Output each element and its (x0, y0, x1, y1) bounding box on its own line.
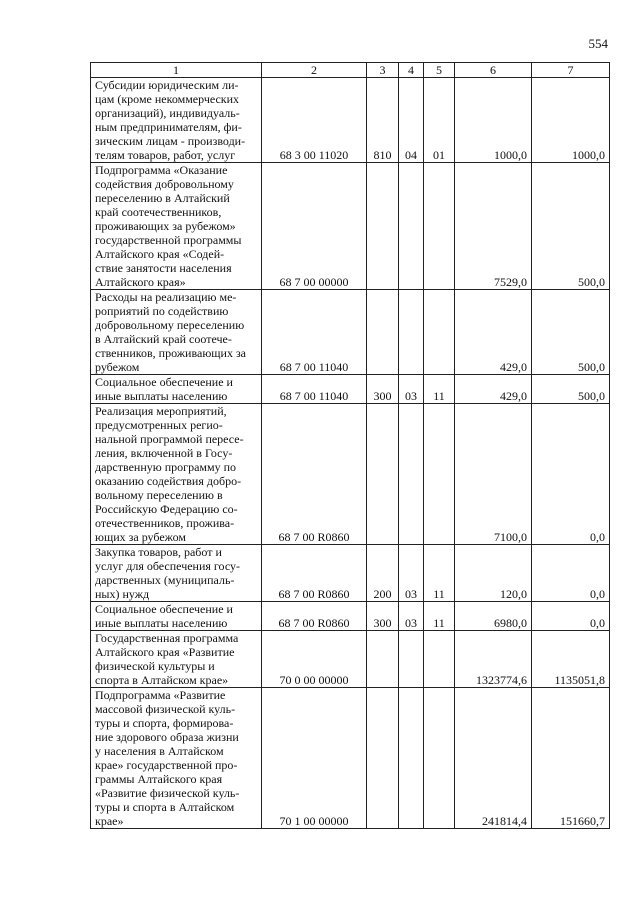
row-col7: 0,0 (532, 404, 610, 545)
row-col3 (367, 688, 399, 829)
table-row (91, 688, 610, 829)
row-col7: 500,0 (532, 375, 610, 404)
row-col6: 1000,0 (455, 78, 532, 163)
column-header: 5 (424, 63, 455, 78)
row-name: Социальное обеспечение и иные выплаты населению (91, 602, 262, 631)
budget-table (90, 62, 610, 829)
row-col5 (424, 404, 455, 545)
row-code: 68 7 00 R0860 (262, 602, 367, 631)
row-col6: 1323774,6 (455, 631, 532, 688)
row-col3 (367, 290, 399, 375)
row-col4: 03 (399, 545, 424, 602)
row-code: 68 7 00 11040 (262, 375, 367, 404)
row-col4: 04 (399, 78, 424, 163)
row-col7: 1000,0 (532, 78, 610, 163)
row-col7: 151660,7 (532, 688, 610, 829)
table-row (91, 163, 610, 290)
table-row (91, 290, 610, 375)
row-name: Социальное обеспечение и иные выплаты населению (91, 375, 262, 404)
table-row (91, 375, 610, 404)
row-col3 (367, 163, 399, 290)
row-code: 70 0 00 00000 (262, 631, 367, 688)
row-col5 (424, 290, 455, 375)
row-name: Расходы на реализацию ме- роприятий по содействию добровольному переселению в Алтайский край соотече- ственников, проживающих за рубежом (91, 290, 262, 375)
row-name: Субсидии юридическим ли- цам (кроме некоммерческих организаций), индивидуаль- ным предпринимателям, фи- зическим лицам - производи- телям товаров, работ, услуг (91, 78, 262, 163)
row-col4 (399, 163, 424, 290)
row-col3: 300 (367, 602, 399, 631)
row-col6: 7100,0 (455, 404, 532, 545)
column-header: 3 (367, 63, 399, 78)
row-col4: 03 (399, 602, 424, 631)
row-col6: 7529,0 (455, 163, 532, 290)
row-code: 70 1 00 00000 (262, 688, 367, 829)
row-col7: 0,0 (532, 545, 610, 602)
row-col6: 120,0 (455, 545, 532, 602)
row-code: 68 7 00 11040 (262, 290, 367, 375)
row-code: 68 7 00 00000 (262, 163, 367, 290)
table-header-row (91, 63, 610, 78)
row-col5 (424, 631, 455, 688)
row-col5: 11 (424, 545, 455, 602)
row-name: Реализация мероприятий, предусмотренных регио- нальной программой пересе- ления, включенной в Госу- дарственную программу по оказанию содействия добро- вольному переселению в Российскую Федерацию со- отечественников, прожива- ющих за рубежом (91, 404, 262, 545)
table-row (91, 602, 610, 631)
row-col6: 429,0 (455, 290, 532, 375)
row-name: Подпрограмма «Оказание содействия добровольному переселению в Алтайский край соотечественников, проживающих за рубежом» государственной программы Алтайского края «Содей- ствие занятости населения Алтайского края» (91, 163, 262, 290)
table-row (91, 545, 610, 602)
row-col7: 500,0 (532, 163, 610, 290)
row-name: Государственная программа Алтайского края «Развитие физической культуры и спорта в Алтайском крае» (91, 631, 262, 688)
row-col3 (367, 404, 399, 545)
table-row (91, 404, 610, 545)
row-name: Подпрограмма «Развитие массовой физической куль- туры и спорта, формирова- ние здорового образа жизни у населения в Алтайском крае» государственной про- граммы Алтайского края «Развитие физической куль- туры и спорта в Алтайском крае» (91, 688, 262, 829)
column-header: 1 (91, 63, 262, 78)
table-row (91, 78, 610, 163)
page-number: 554 (588, 36, 608, 51)
table-row (91, 631, 610, 688)
row-col7: 500,0 (532, 290, 610, 375)
row-col4 (399, 290, 424, 375)
row-col5 (424, 163, 455, 290)
row-col4: 03 (399, 375, 424, 404)
row-col3: 300 (367, 375, 399, 404)
row-col6: 6980,0 (455, 602, 532, 631)
row-col3: 810 (367, 78, 399, 163)
row-name: Закупка товаров, работ и услуг для обеспечения госу- дарственных (муниципаль- ных) нужд (91, 545, 262, 602)
row-col6: 241814,4 (455, 688, 532, 829)
column-header: 6 (455, 63, 532, 78)
column-header: 2 (262, 63, 367, 78)
row-code: 68 3 00 11020 (262, 78, 367, 163)
row-col3: 200 (367, 545, 399, 602)
row-code: 68 7 00 R0860 (262, 545, 367, 602)
column-header: 7 (532, 63, 610, 78)
row-col7: 1135051,8 (532, 631, 610, 688)
row-col5: 01 (424, 78, 455, 163)
column-header: 4 (399, 63, 424, 78)
row-col6: 429,0 (455, 375, 532, 404)
row-col4 (399, 631, 424, 688)
row-col5: 11 (424, 375, 455, 404)
row-col5 (424, 688, 455, 829)
row-col5: 11 (424, 602, 455, 631)
row-col4 (399, 404, 424, 545)
row-code: 68 7 00 R0860 (262, 404, 367, 545)
row-col7: 0,0 (532, 602, 610, 631)
row-col4 (399, 688, 424, 829)
row-col3 (367, 631, 399, 688)
